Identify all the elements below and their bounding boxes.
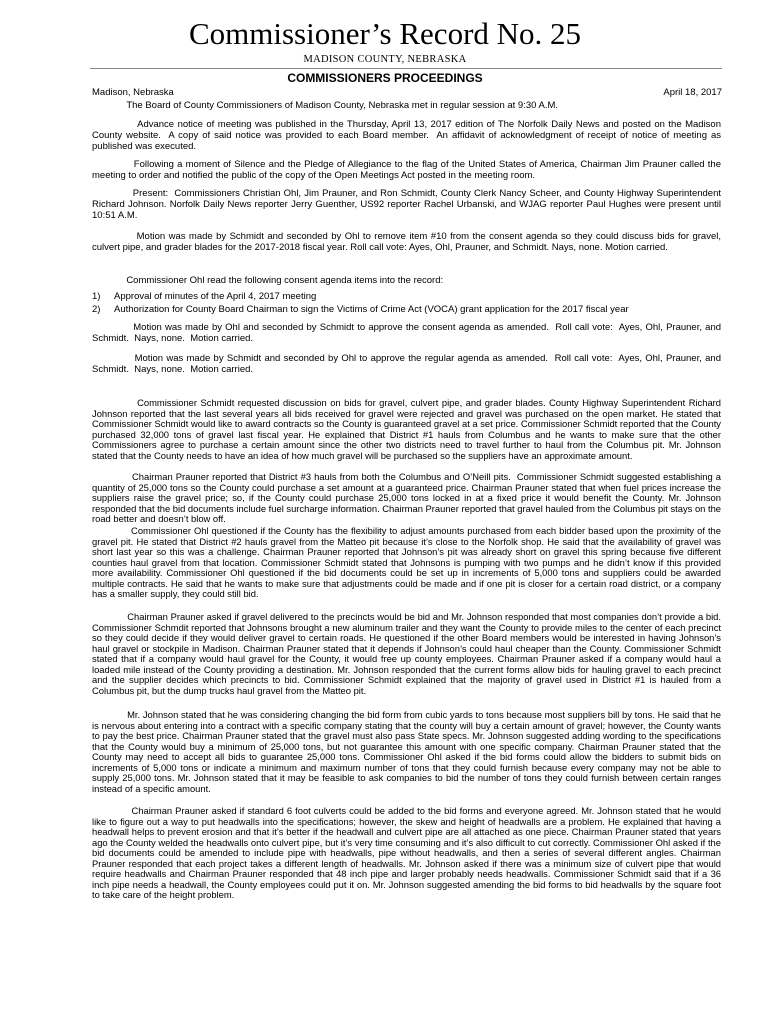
gravel-discussion-paragraph: Mr. Johnson stated that he was considering changing the bid form from cubic yards to tons because most suppliers bill by tons. He said that he is nervous about entering into a contract with a specific company stating that the county will buy a certain amount of gravel; however, the County wants to pay the best price. Chairman Prauner stated that the gravel must also pass State specs. Mr. Johnson suggested adding wording to the specifications that the County would buy a minimum of 25,000 tons, but not guarantee this amount with one specific company. Chairman Prauner stated that the County may need to accept all bids to guarantee 25,000 tons. Commissioner Ohl asked if the bid forms could allow the bidders to submit bids on increments of 5,000 tons or indicate a minimum and maximum number of tons that they could furnish because every company may not be able to supply 25,000 tons. Mr. Johnson stated that it may be feasible to ask companies to bid the number of tons they could furnish between certain ranges instead of a specific amount. — [92, 709, 724, 794]
record-title: Commissioner’s Record No. 25 — [188, 16, 582, 51]
consent-item-text: Authorization for County Board Chairman to sign the Victims of Crime Act (VOCA) grant application for the 2017 fiscal year — [114, 304, 629, 315]
opening-paragraph: The Board of County Commissioners of Madison County, Nebraska met in regular session at 9:30 A.M. — [92, 100, 559, 111]
county-subtitle: MADISON COUNTY, NEBRASKA — [303, 54, 467, 65]
attendance-paragraph: Present: Commissioners Christian Ohl, Jim Prauner, and Ron Schmidt, County Clerk Nancy Scheer, and County Highway Superintendent Richard Johnson. Norfolk Daily News reporter Jerry Guenther, US92 reporter Rachel Urbanski, and WJAG reporter Paul Hughes were present until 10:51 A.M. — [92, 188, 724, 221]
gravel-discussion-paragraph: Commissioner Schmidt requested discussion on bids for gravel, culvert pipe, and grader blades. County Highway Superintendent Richard Johnson reported that the last several years all bids received for gravel were rejected and gravel was purchased on the open market. He stated that Commissioner Schmidt would like to award contracts so the County is guaranteed gravel at a set price. Commissioner Schmidt reported that the County purchased 32,000 tons of gravel last fiscal year. He explained that District #1 hauls from Columbus and he wants to make sure that the other Commissioners agree to purchase a certain amount since the other two districts need to travel further to haul from the Columbus pit. Mr. Johnson stated that the County needs to have an idea of how much gravel will be purchased so the suppliers have an approximate amount. — [92, 397, 724, 461]
header-divider — [90, 68, 722, 69]
consent-item-number: 2) — [92, 304, 101, 315]
notice-paragraph: Advance notice of meeting was published in the Thursday, April 13, 2017 edition of The Norfolk Daily News and posted on the Madison County website. A copy of said notice was provided to each Board member. An affidavit of acknowledgment of receipt of notice of meeting as published was executed. — [92, 119, 724, 152]
culvert-discussion-paragraph: Chairman Prauner asked if standard 6 foot culverts could be added to the bid forms and everyone agreed. Mr. Johnson stated that he would like to figure out a way to put headwalls into the specifications; however, the skew and height of headwalls are a problem. He explained that having a headwall helps to prevent erosion and that it’s better if the headwall and culvert pipe are all attached as one piece. Chairman Prauner stated that years ago the County welded the headwalls onto culvert pipe, but it’s very time consuming and it’s also difficult to cut correctly. Commissioner Ohl asked if the bid documents could be amended to include pipe with headwalls, pipe without headwalls, and then a series of several different angles. Chairman Prauner responded that each project takes a different length of headwalls. Mr. Johnson asked if there was a minimum size of culvert pipe that would require headwalls and Chairman Prauner responded that 48 inch pipe and larger probably needs headwalls. Commissioner Schmidt said that if a 36 inch pipe needs a headwall, the County employees could put it on. Mr. Johnson suggested amending the bid forms to bid headwalls by the square foot to take care of the height problem. — [92, 805, 724, 900]
meeting-date: April 18, 2017 — [663, 87, 722, 98]
regular-agenda-motion: Motion was made by Schmidt and seconded by Ohl to approve the regular agenda as amended. Roll call vote: Ayes, Ohl, Prauner, and Schmidt. Nays, none. Motion carried. — [92, 353, 724, 375]
gravel-discussion-paragraph: Commissioner Ohl questioned if the County has the flexibility to adjust amounts purchased from each bidder based upon the proximity of the gravel pit. He stated that District #2 hauls gravel from the Matteo pit because it’s close to the Norfolk shop. He said that the availability of gravel was short last year so this was a challenge. Chairman Prauner reported that Johnson’s pit was already short on gravel this spring because five different counties haul gravel from that location. Commissioner Schmidt stated that Johnsons is pumping with two pumps and he didn’t know if this provided more availability. Commissioner Ohl questioned if the bid documents could be set up in increments of 5,000 tons and suppliers could be awarded multiple contracts. He said that he wants to make sure that adjustments could be made and if one pit is closer for a certain road district, or a company has a smaller supply, they could still bid. — [92, 525, 724, 599]
gravel-discussion-paragraph: Chairman Prauner reported that District #3 hauls from both the Columbus and O’Neill pits. Commissioner Schmidt suggested establishing a quantity of 25,000 tons so the County could purchase a set amount at a guaranteed price. Chairman Prauner stated that when fuel prices increase the suppliers raise the gravel price; so, if the County could purchase 25,000 tons locked in at a fixed price it would benefit the County. Mr. Johnson responded that the bid documents include fuel surcharge information. Chairman Prauner reported that gravel hauled from the Columbus pit stays on the road better and doesn’t blow off. — [92, 471, 724, 524]
meeting-place: Madison, Nebraska — [92, 87, 174, 98]
section-heading: COMMISSIONERS PROCEEDINGS — [287, 71, 483, 85]
call-to-order-paragraph: Following a moment of Silence and the Pledge of Allegiance to the flag of the United States of America, Chairman Jim Prauner called the meeting to order and notified the public of the copy of the Open Meetings Act posted in the meeting room. — [92, 159, 724, 181]
consent-item-number: 1) — [92, 291, 101, 302]
remove-item-motion: Motion was made by Schmidt and seconded by Ohl to remove item #10 from the consent agenda so they could discuss bids for gravel, culvert pipe, and grader blades for the 2017-2018 fiscal year. Roll call vote: Ayes, Ohl, Prauner, and Schmidt. Nays, none. Motion carried. — [92, 231, 724, 253]
gravel-discussion-paragraph: Chairman Prauner asked if gravel delivered to the precincts would be bid and Mr. Johnson responded that most companies don’t provide a bid. Commissioner Schmdit reported that Johnsons brought a new aluminum trailer and they want the County to provide miles to the center of each precinct so they could decide if they would deliver gravel to certain roads. He questioned if the other Board members would be interested in having Johnson’s haul gravel or stockpile in Madison. Chairman Prauner stated that it depends if Johnson’s could haul cheaper than the County. Commissioner Schmidt stated that if a company would haul gravel for the County, it would free up county employees. Chairman Prauner asked if a company would haul a loaded mile instead of the County providing a destination. Mr. Johnson responded that the current forms allow bids for hauling gravel to each precinct and the supplier decides which precincts to bid. Commissioner Schmidt explained that the majority of gravel used in District #1 is hauled from a Columbus pit, but the dump trucks haul gravel from the Matteo pit. — [92, 611, 724, 696]
consent-agenda-motion: Motion was made by Ohl and seconded by Schmidt to approve the consent agenda as amended. Roll call vote: Ayes, Ohl, Prauner, and Schmidt. Nays, none. Motion carried. — [92, 322, 724, 344]
consent-item-text: Approval of minutes of the April 4, 2017 meeting — [114, 291, 317, 302]
consent-intro-paragraph: Commissioner Ohl read the following consent agenda items into the record: — [92, 275, 444, 286]
